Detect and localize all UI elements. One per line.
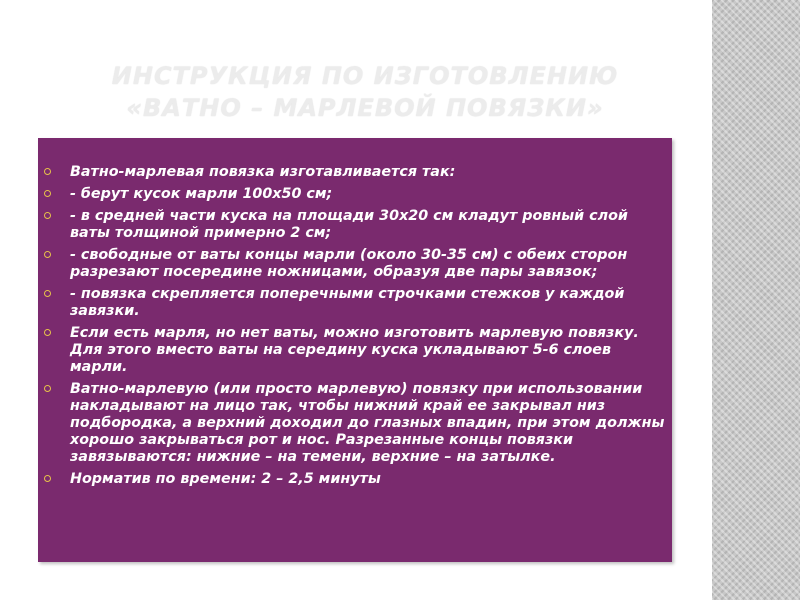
list-item — [70, 471, 666, 488]
decorative-side-stripe — [712, 0, 800, 600]
slide-title — [60, 60, 670, 124]
content-box — [38, 138, 672, 562]
list-item-text: Если есть марля, но нет ваты, можно изготовить марлевую повязку. Для этого вместо ваты на середину куска укладывают 5-6 слоев марли. — [70, 325, 639, 375]
list-item-text: - берут кусок марли 100х50 см; — [70, 186, 333, 202]
list-item-text: - свободные от ваты концы марли (около 30-35 см) с обеих сторон разрезают посередине ножницами, образуя две пары завязок; — [70, 247, 628, 280]
list-item-text: Ватно-марлевая повязка изготавливается так: — [70, 164, 456, 180]
bullet-ring-icon — [44, 290, 51, 297]
bullet-ring-icon — [44, 385, 51, 392]
title-line-2: «ВАТНО – МАРЛЕВОЙ ПОВЯЗКИ» — [126, 94, 604, 122]
bullet-ring-icon — [44, 251, 51, 258]
title-line-1: ИНСТРУКЦИЯ ПО ИЗГОТОВЛЕНИЮ — [111, 62, 619, 90]
list-item — [70, 186, 666, 203]
bullet-ring-icon — [44, 168, 51, 175]
list-item — [70, 286, 666, 320]
list-item-text: Ватно-марлевую (или просто марлевую) повязку при использовании накладывают на лицо так, чтобы нижний край ее закрывал низ подбородка, а верхний доходил до глазных впадин, при этом должны хорошо закрываться рот и нос. Разрезанные концы повязки завязываются: нижние – на темени, верхние – на затылке. — [70, 381, 665, 465]
list-item — [70, 325, 666, 376]
bullet-ring-icon — [44, 475, 51, 482]
bullet-ring-icon — [44, 329, 51, 336]
bullet-ring-icon — [44, 212, 51, 219]
list-item-text: - в средней части куска на площади 30х20 см кладут ровный слой ваты толщиной примерно 2 см; — [70, 208, 628, 241]
bullet-ring-icon — [44, 190, 51, 197]
list-item — [70, 381, 666, 466]
list-item — [70, 247, 666, 281]
instruction-list — [70, 164, 666, 493]
list-item — [70, 208, 666, 242]
list-item-text: - повязка скрепляется поперечными строчками стежков у каждой завязки. — [70, 286, 625, 319]
list-item-text: Норматив по времени: 2 – 2,5 минуты — [70, 471, 381, 487]
list-item — [70, 164, 666, 181]
